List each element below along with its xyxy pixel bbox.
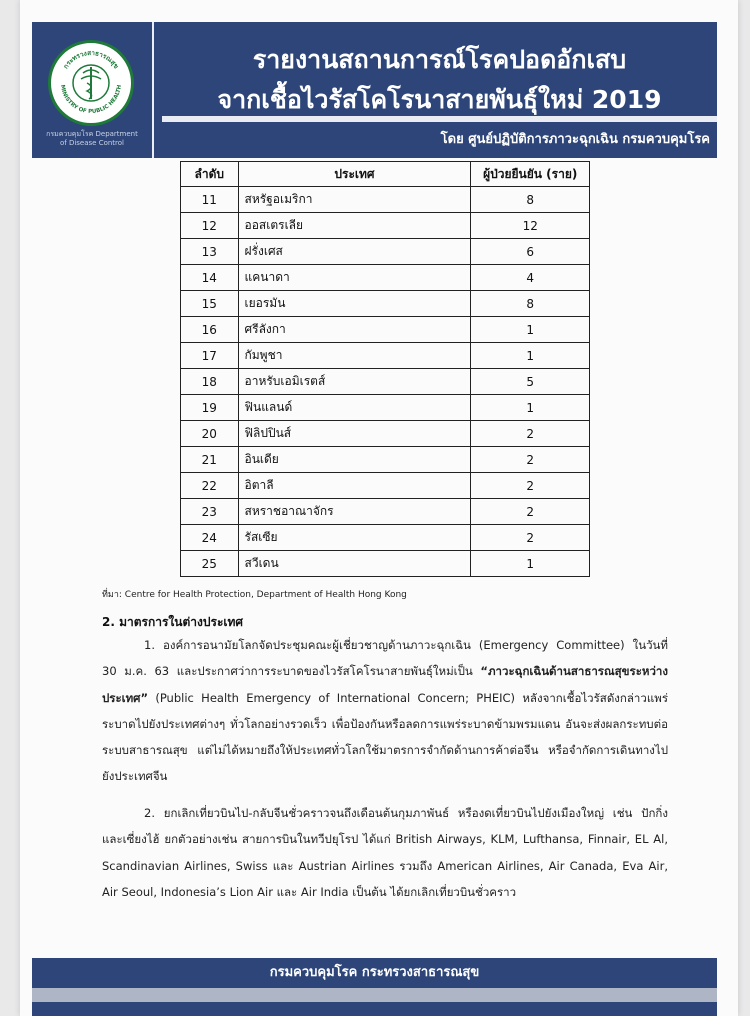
table-row [181,291,590,317]
row-cases: 1 [471,343,590,369]
row-cases: 4 [471,265,590,291]
row-rank: 25 [181,551,239,577]
footer-stripe [32,988,717,1002]
row-country: แคนาดา [238,265,471,291]
ministry-logo [32,22,152,158]
table-row [181,395,590,421]
paragraph-2-text: 2. ยกเลิกเที่ยวบินไป-กลับจีนชั่วคราวจนถึงเดือนต้นกุมภาพันธ์ หรืองดเที่ยวบินไปยังเมืองใหญ่ เช่น ปักกิ่งและเซี่ยงไฮ้ ยกตัวอย่างเช่น สายการบินในทวีปยุโรป ได้แก่ British Airways, KLM, Lufthansa, Finnair, EL Al, Scandinavian Airlines, Swiss และ Austrian Airlines รวมถึง American Airlines, Air Canada, Eva Air, Air Seoul, Indonesia’s Lion Air และ Air India เป็นต้น ได้ยกเลิกเที่ยวบินชั่วคราว [102,806,668,899]
header-bar [162,116,717,122]
row-cases: 5 [471,369,590,395]
row-rank: 23 [181,499,239,525]
table-row [181,421,590,447]
table-row [181,473,590,499]
report-title-line2: จากเชื้อไวรัสโคโรนาสายพันธุ์ใหม่ 2019 [217,85,662,114]
logo-thai-text: กระทรวงสาธารณสุข [61,48,121,71]
row-country: ฟินแลนด์ [238,395,471,421]
header-rank: ลำดับ [181,162,239,187]
row-cases: 8 [471,187,590,213]
row-cases: 2 [471,525,590,551]
row-cases: 2 [471,473,590,499]
header-cases: ผู้ป่วยยืนยัน (ราย) [471,162,590,187]
paragraph-1-before: 1. องค์การอนามัยโลกจัดประชุมคณะผู้เชี่ยวชาญด้านภาวะฉุกเฉิน (Emergency Committee) ในวันที่ 30 ม.ค. 63 และประกาศว่าการระบาดของไวรัสโคโรนาสายพันธุ์ใหม่เป็น [102,638,668,679]
row-country: สหรัฐอเมริกา [238,187,471,213]
confirmed-cases-table [180,161,590,577]
table-header-row [181,162,590,187]
row-cases: 6 [471,239,590,265]
table-row [181,343,590,369]
paragraph-1-emphasis: “ภาวะฉุกเฉินด้านสาธารณสุขระหว่างประเทศ” [102,664,668,705]
row-country: ศรีลังกา [238,317,471,343]
row-rank: 18 [181,369,239,395]
logo-caption: กรมควบคุมโรค Department of Disease Control [46,130,138,147]
row-rank: 17 [181,343,239,369]
paragraph-1 [102,632,668,790]
row-cases: 2 [471,499,590,525]
table-row [181,499,590,525]
row-rank: 22 [181,473,239,499]
table-row [181,239,590,265]
report-header [32,22,717,158]
table-row [181,447,590,473]
row-country: สวีเดน [238,551,471,577]
row-country: อินเดีย [238,447,471,473]
table-row [181,551,590,577]
row-rank: 12 [181,213,239,239]
row-cases: 1 [471,551,590,577]
row-country: ออสเตรเลีย [238,213,471,239]
row-cases: 2 [471,421,590,447]
row-cases: 1 [471,395,590,421]
row-rank: 16 [181,317,239,343]
row-rank: 21 [181,447,239,473]
row-country: ฝรั่งเศส [238,239,471,265]
report-title-line1: รายงานสถานการณ์โรคปอดอักเสบ [252,45,627,74]
table-row [181,213,590,239]
row-cases: 1 [471,317,590,343]
row-country: เยอรมัน [238,291,471,317]
table-row [181,317,590,343]
section-title: 2. มาตรการในต่างประเทศ [102,615,244,629]
row-country: กัมพูชา [238,343,471,369]
header-divider [152,22,154,158]
row-rank: 24 [181,525,239,551]
svg-text:กระทรวงสาธารณสุข [62,49,121,70]
row-rank: 15 [181,291,239,317]
row-country: อิตาลี [238,473,471,499]
logo-seal-icon [48,40,134,126]
row-country: รัสเซีย [238,525,471,551]
header-country: ประเทศ [238,162,471,187]
table-row [181,525,590,551]
report-byline: โดย ศูนย์ปฏิบัติการภาวะฉุกเฉิน กรมควบคุมโรค [440,132,710,147]
paragraph-2 [102,800,668,905]
row-country: อาหรับเอมิเรตส์ [238,369,471,395]
row-rank: 13 [181,239,239,265]
row-rank: 20 [181,421,239,447]
row-cases: 2 [471,447,590,473]
row-country: ฟิลิปปินส์ [238,421,471,447]
footer-base [32,1002,717,1016]
row-cases: 12 [471,213,590,239]
table-source: ที่มา: Centre for Health Protection, Department of Health Hong Kong [102,590,407,600]
table-row [181,369,590,395]
row-rank: 14 [181,265,239,291]
table-row [181,265,590,291]
row-rank: 19 [181,395,239,421]
table-row [181,187,590,213]
paragraph-1-after: (Public Health Emergency of International Concern; PHEIC) หลังจากเชื้อไวรัสดังกล่าวแพร่ระบาดไปยังประเทศต่างๆ ทั่วโลกอย่างรวดเร็ว เพื่อป้องกันหรือลดการแพร่ระบาดข้ามพรมแดน อันจะส่งผลกระทบต่อระบบสาธารณสุข แต่ไม่ได้หมายถึงให้ประเทศทั่วโลกใช้มาตรการจำกัดด้านการค้าต่อจีน หรือจำกัดการเดินทางไปยังประเทศจีน [102,690,668,784]
row-cases: 8 [471,291,590,317]
footer-banner: กรมควบคุมโรค กระทรวงสาธารณสุข [32,958,717,988]
row-country: สหราชอาณาจักร [238,499,471,525]
logo-english-text: MINISTRY OF PUBLIC HEALTH [58,84,123,116]
row-rank: 11 [181,187,239,213]
